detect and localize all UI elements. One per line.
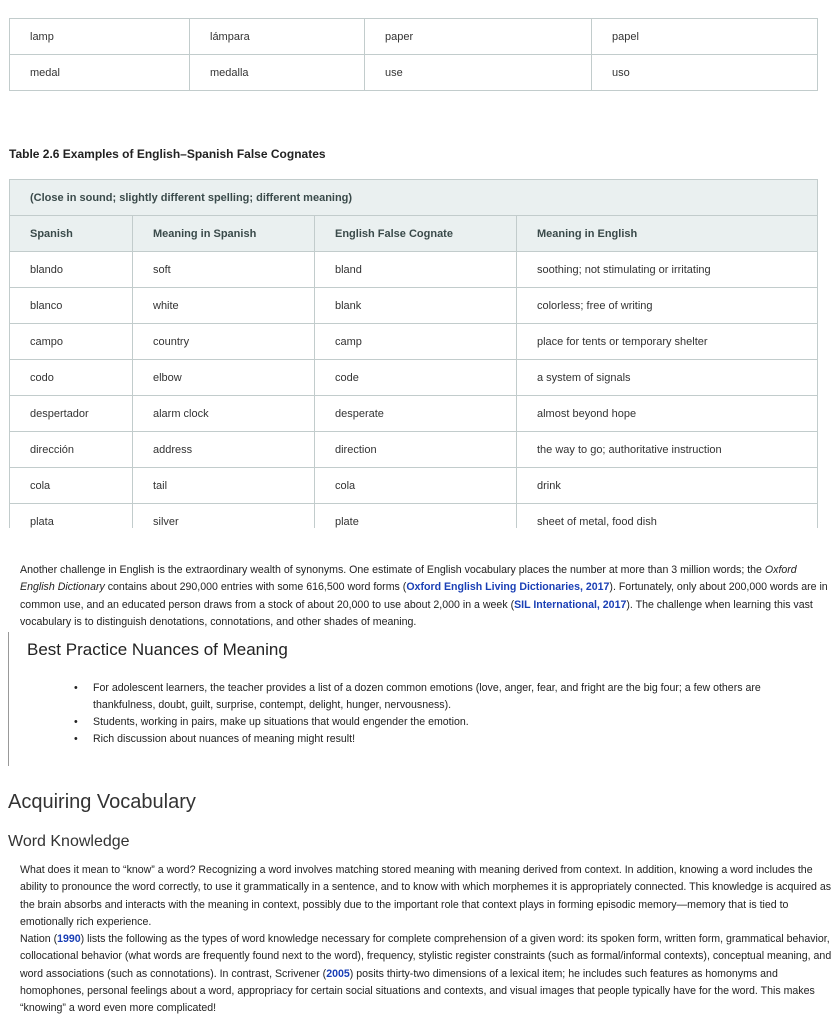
table-cell: blank xyxy=(315,288,517,324)
table-cell: medalla xyxy=(190,55,365,91)
table-row xyxy=(10,252,818,288)
table-cell: address xyxy=(133,432,315,468)
table-cell: soothing; not stimulating or irritating xyxy=(517,252,818,288)
table-row xyxy=(10,324,818,360)
table-cell: alarm clock xyxy=(133,396,315,432)
paragraph-text: ). The challenge when learning this vast vocabulary is to distinguish denotations, connotations, and other shades of meaning. xyxy=(20,598,813,628)
table-cell: codo xyxy=(10,360,133,396)
table-cell: uso xyxy=(592,55,818,91)
table-row xyxy=(10,468,818,504)
table-cell: sheet of metal, food dish xyxy=(517,504,818,529)
column-header: Meaning in English xyxy=(517,216,818,252)
table-cell: despertador xyxy=(10,396,133,432)
table-cell: silver xyxy=(133,504,315,529)
column-header: Meaning in Spanish xyxy=(133,216,315,252)
table-cell: soft xyxy=(133,252,315,288)
table-cell: campo xyxy=(10,324,133,360)
paragraph-text: ) lists the following as the types of word knowledge necessary for complete comprehension of a given word: its spoken form, written form, grammatical behavior, collocational behavior (what words are frequently found next to the word), frequency, stylistic register constraints (such as formal/informal contexts), conceptual meaning, and word associations (such as connotations). In contrast, Scrivener ( xyxy=(20,933,832,980)
table-cell: elbow xyxy=(133,360,315,396)
table-note-row xyxy=(10,180,818,216)
table-caption: Table 2.6 Examples of English–Spanish False Cognates xyxy=(9,147,326,161)
table-cell: bland xyxy=(315,252,517,288)
paragraph-text: Another challenge in English is the extraordinary wealth of synonyms. One estimate of English vocabulary places the number at more than 3 million words; the xyxy=(20,564,765,576)
paragraph-text: ) posits thirty-two dimensions of a lexical item; he includes such features as homonyms and homophones, personal feelings about a word, appropriacy for certain social situations and contexts, and visual images that people typically have for the word. This makes “knowing” a word even more complicated! xyxy=(20,967,815,1015)
section-heading: Acquiring Vocabulary xyxy=(8,791,196,813)
false-cognates-table xyxy=(9,179,818,528)
table-row xyxy=(10,396,818,432)
table-row xyxy=(10,504,818,529)
table-row xyxy=(10,360,818,396)
table-cell: lamp xyxy=(10,19,190,55)
table-cell: country xyxy=(133,324,315,360)
table-cell: paper xyxy=(365,19,592,55)
table-note: (Close in sound; slightly different spelling; different meaning) xyxy=(10,180,818,216)
paragraph-text: contains about 290,000 entries with some 616,500 word forms ( xyxy=(104,581,407,594)
table-cell: colorless; free of writing xyxy=(517,288,818,324)
table-cell: a system of signals xyxy=(517,360,818,396)
list-item: • Students, working in pairs, make up situations that would engender the emotion. xyxy=(71,714,811,731)
table-cell: papel xyxy=(592,19,818,55)
table-cell: lámpara xyxy=(190,19,365,55)
table-cell: use xyxy=(365,55,592,91)
citation-link[interactable]: 2005 xyxy=(326,967,350,980)
citation-link[interactable]: 1990 xyxy=(57,933,81,945)
table-header-row xyxy=(10,216,818,252)
list-item: • Rich discussion about nuances of meaning might result! xyxy=(71,731,811,748)
table-cell: cola xyxy=(315,468,517,504)
subsection-heading: Word Knowledge xyxy=(8,833,130,850)
table-cell: plata xyxy=(10,504,133,529)
table-cell: medal xyxy=(10,55,190,91)
paragraph-text: ). Fortunately, only about 200,000 words are in common use, and an educated person draws from a stock of about 20,000 to use about 2,000 in a week ( xyxy=(20,581,828,611)
table-cell: blanco xyxy=(10,288,133,324)
word-knowledge-paragraph-1: What does it mean to “know” a word? Recognizing a word involves matching stored meaning with meaning derived from context. In addition, knowing a word includes the ability to pronounce the word correctly, to use it grammatically in a sentence, and to know with which morphemes it is appropriately connected. This knowledge is acquired as the brain absorbs and interacts with the meaning in context, possibly due to the important role that context plays in forming episodic memory—memory that is tied to emotionally rich experience. xyxy=(20,864,832,928)
column-header: English False Cognate xyxy=(315,216,517,252)
table-cell: place for tents or temporary shelter xyxy=(517,324,818,360)
word-knowledge-paragraph-2 xyxy=(8,931,832,1017)
table-cell: dirección xyxy=(10,432,133,468)
table-cell: almost beyond hope xyxy=(517,396,818,432)
book-title: Oxford English Dictionary xyxy=(20,564,797,594)
table-cell: cola xyxy=(10,468,133,504)
table-row xyxy=(10,288,818,324)
best-practice-title: Best Practice Nuances of Meaning xyxy=(27,640,288,659)
table-cell: camp xyxy=(315,324,517,360)
table-cell: desperate xyxy=(315,396,517,432)
citation-link[interactable]: SIL International, 2017 xyxy=(514,598,627,611)
table-cell: the way to go; authoritative instruction xyxy=(517,432,818,468)
column-header: Spanish xyxy=(10,216,133,252)
table-row xyxy=(10,432,818,468)
table-cell: tail xyxy=(133,468,315,504)
synonyms-paragraph xyxy=(8,562,832,631)
list-item: • For adolescent learners, the teacher provides a list of a dozen common emotions (love, anger, fear, and fright are the big four; a few others are thankfulness, doubt, guilt, surprise, contempt, delight, hunger, nervousness). xyxy=(71,680,811,714)
table-cell: drink xyxy=(517,468,818,504)
table-cell: white xyxy=(133,288,315,324)
table-cell: code xyxy=(315,360,517,396)
best-practice-list xyxy=(71,680,811,748)
table-cell: blando xyxy=(10,252,133,288)
table-cell: plate xyxy=(315,504,517,529)
citation-link[interactable]: Oxford English Living Dictionaries, 2017 xyxy=(406,581,610,594)
best-practice-box xyxy=(8,632,821,766)
table-cell: direction xyxy=(315,432,517,468)
paragraph-text: Nation ( xyxy=(20,933,58,945)
